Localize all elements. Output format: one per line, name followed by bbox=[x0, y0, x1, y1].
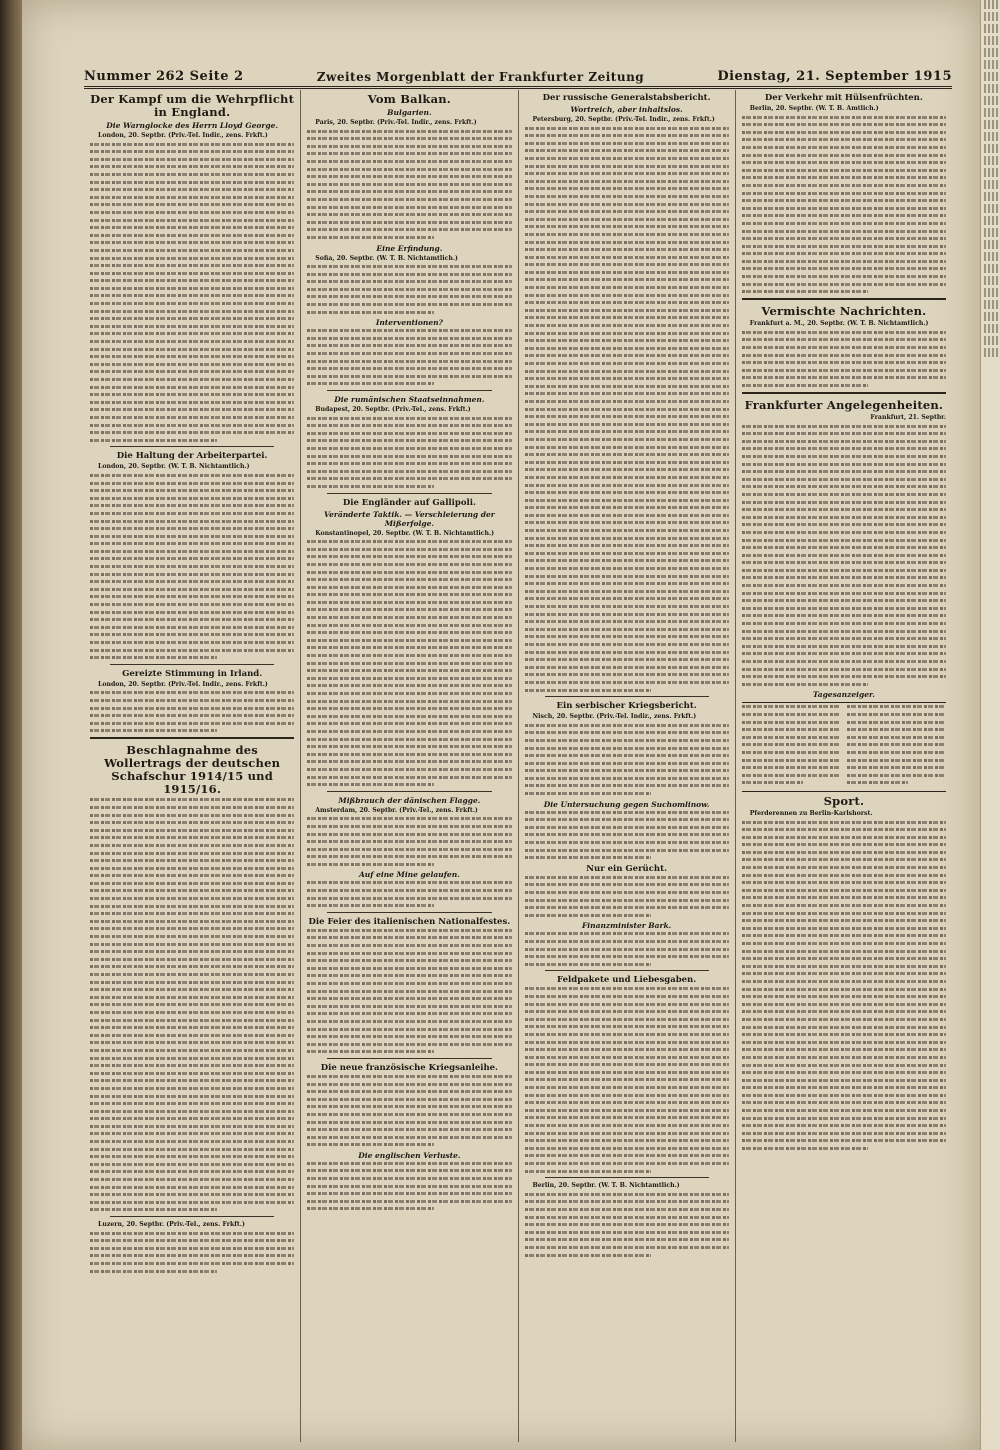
headline-interventionen: Interventionen? bbox=[375, 318, 443, 328]
headline-frankfurter-angelegenheiten: Frankfurter Angelegenheiten. bbox=[744, 398, 944, 412]
body-text-block bbox=[525, 724, 729, 795]
headline-feldpakete: Feldpakete und Liebesgaben. bbox=[557, 975, 697, 986]
body-text-block bbox=[307, 1075, 511, 1146]
body-text-block bbox=[307, 881, 511, 907]
dateline: Petersburg, 20. Septbr. (Priv.-Tel. Indir., zens. Frkft.) bbox=[532, 116, 715, 123]
headline-staatseinnahmen: Die rumänischen Staatseinnahmen. bbox=[334, 395, 485, 404]
article-body bbox=[90, 681, 294, 689]
divider bbox=[90, 737, 294, 739]
dateline: Frankfurt, 21. Septbr. bbox=[870, 414, 946, 421]
body-text-block bbox=[742, 116, 946, 294]
headline-generalstab: Der russische Generalstabsbericht. bbox=[542, 93, 711, 103]
article-body bbox=[307, 119, 511, 127]
body-text-block bbox=[90, 143, 294, 442]
column-4 bbox=[736, 90, 952, 1442]
divider bbox=[742, 392, 946, 394]
dateline: London, 20. Septbr. (Priv.-Tel. Indir., zens. Frkft.) bbox=[98, 680, 268, 688]
divider bbox=[742, 298, 946, 300]
body-text-block bbox=[307, 417, 511, 488]
page-number: Nummer 262 Seite 2 bbox=[84, 69, 244, 84]
body-text-block bbox=[525, 987, 729, 1172]
body-text-block bbox=[307, 1162, 511, 1211]
headline-mine: Auf eine Mine gelaufen. bbox=[358, 870, 460, 880]
headline-erfindung: Eine Erfindung. bbox=[376, 243, 443, 253]
dateline: Frankfurt a. M., 20. Septbr. (W. T. B. Nichtamtlich.) bbox=[749, 320, 929, 328]
body-text-block bbox=[742, 331, 946, 387]
tagesanzeiger-listing bbox=[742, 702, 946, 792]
divider bbox=[545, 696, 709, 697]
body-text-block bbox=[90, 798, 294, 1211]
body-text-block bbox=[90, 474, 294, 659]
dateline: Paris, 20. Septbr. (Priv.-Tel. Indir., zens. Frkft.) bbox=[315, 119, 477, 126]
article-body bbox=[90, 1221, 294, 1229]
divider bbox=[327, 912, 491, 913]
body-text-block bbox=[307, 817, 511, 866]
listing-left bbox=[742, 705, 841, 789]
headline-wehrpflicht: Der Kampf um die Wehrpflicht in England. bbox=[90, 92, 295, 119]
body-text-block bbox=[307, 329, 511, 385]
headline-tagesanzeiger: Tagesanzeiger. bbox=[812, 690, 875, 700]
subheadline-warnglocke: Die Warnglocke des Herrn Lloyd George. bbox=[106, 121, 279, 130]
body-text-block bbox=[525, 876, 729, 917]
divider bbox=[545, 1177, 709, 1178]
headline-vermischte: Vermischte Nachrichten. bbox=[761, 304, 927, 319]
body-text-block bbox=[525, 811, 729, 860]
subheadline-sport: Pferderennen zu Berlin-Karlshorst. bbox=[749, 809, 873, 817]
article-body bbox=[90, 463, 294, 471]
dateline: Budapest, 20. Septbr. (Priv.-Tel., zens. Frkft.) bbox=[315, 406, 471, 413]
body-text-block bbox=[307, 130, 511, 239]
article-body bbox=[307, 530, 511, 538]
headline-geruecht: Nur ein Gerücht. bbox=[586, 863, 667, 874]
body-text-block bbox=[307, 265, 511, 314]
divider bbox=[110, 446, 274, 447]
headline-irland: Gereizte Stimmung in Irland. bbox=[122, 668, 263, 679]
article-body bbox=[742, 810, 946, 818]
article-body bbox=[525, 713, 729, 721]
article-columns bbox=[84, 90, 952, 1442]
headline-sport: Sport. bbox=[823, 793, 865, 808]
body-text-block bbox=[742, 821, 946, 1151]
article-body bbox=[742, 105, 946, 113]
column-3 bbox=[519, 90, 736, 1442]
headline-feier: Die Feier des italienischen Nationalfestes. bbox=[308, 916, 511, 927]
article-body bbox=[307, 255, 511, 263]
body-text-block bbox=[90, 691, 294, 732]
article-body bbox=[307, 406, 511, 414]
headline-huelsenfruechte: Der Verkehr mit Hülsenfrüchten. bbox=[764, 93, 923, 103]
subheadline-gallipoli: Veränderte Taktik. — Verschleierung der Mißerfolge. bbox=[323, 509, 495, 528]
divider bbox=[110, 1216, 274, 1217]
dateline: Berlin, 20. Septbr. (W. T. B. Nichtamtlich.) bbox=[532, 1182, 680, 1190]
headline-verluste: Die englischen Verluste. bbox=[358, 1150, 461, 1160]
divider bbox=[327, 791, 491, 792]
body-text-block bbox=[525, 127, 729, 692]
divider bbox=[327, 493, 491, 494]
column-2 bbox=[301, 90, 518, 1442]
page-header bbox=[84, 62, 952, 89]
article-body bbox=[90, 132, 294, 140]
book-binding bbox=[0, 0, 22, 1450]
column-1 bbox=[84, 90, 301, 1442]
dateline: Berlin, 20. Septbr. (W. T. B. Amtlich.) bbox=[749, 105, 879, 112]
newspaper-title: Zweites Morgenblatt der Frankfurter Zeitung bbox=[316, 70, 645, 84]
body-text-block bbox=[742, 425, 946, 686]
subheadline-bulgarien: Bulgarien. bbox=[387, 108, 432, 117]
divider bbox=[327, 390, 491, 391]
headline-finanzminister: Finanzminister Bark. bbox=[581, 921, 672, 931]
listing-right bbox=[847, 705, 946, 789]
dateline: London, 20. Septbr. (W. T. B. Nichtamtlich.) bbox=[98, 463, 250, 471]
dateline: Konstantinopel, 20. Septbr. (W. T. B. Nichtamtlich.) bbox=[315, 529, 495, 537]
headline-serbisch: Ein serbischer Kriegsbericht. bbox=[556, 701, 697, 712]
dateline: Sofia, 20. Septbr. (W. T. B. Nichtamtlich.) bbox=[315, 254, 458, 262]
newspaper-page bbox=[22, 0, 980, 1450]
divider bbox=[327, 1058, 491, 1059]
body-text-block bbox=[307, 929, 511, 1054]
body-text-block bbox=[90, 1232, 294, 1273]
issue-date: Dienstag, 21. September 1915 bbox=[717, 69, 952, 84]
dateline: Nisch, 20. Septbr. (Priv.-Tel. Indir., zens. Frkft.) bbox=[532, 713, 697, 721]
article-body bbox=[742, 320, 946, 328]
dateline: London, 20. Septbr. (Priv.-Tel. Indir., zens. Frkft.) bbox=[98, 132, 268, 139]
headline-gallipoli: Die Engländer auf Gallipoli. bbox=[342, 497, 476, 508]
headline-arbeiterpartei: Die Haltung der Arbeiterpartei. bbox=[116, 451, 268, 462]
headline-flagge: Mißbrauch der dänischen Flagge. bbox=[338, 795, 481, 805]
headline-balkan: Vom Balkan. bbox=[367, 92, 451, 106]
body-text-block bbox=[525, 1193, 729, 1257]
body-text-block bbox=[307, 540, 511, 786]
article-body bbox=[525, 116, 729, 124]
headline-wolle: Beschlagnahme des Wollertrags der deutschen Schafschur 1914/15 und 1915/16. bbox=[104, 743, 281, 797]
body-text-block bbox=[525, 932, 729, 965]
divider bbox=[545, 970, 709, 971]
article-body bbox=[525, 1182, 729, 1190]
adjacent-page-edge bbox=[980, 0, 1000, 1450]
headline-kriegsanleihe: Die neue französische Kriegsanleihe. bbox=[320, 1062, 499, 1073]
dateline: Luzern, 20. Septbr. (Priv.-Tel., zens. Frkft.) bbox=[98, 1221, 245, 1228]
headline-suchomlinow: Die Untersuchung gegen Suchomlinow. bbox=[543, 799, 710, 809]
divider bbox=[110, 664, 274, 665]
article-body bbox=[307, 807, 511, 815]
article-body bbox=[742, 414, 946, 422]
subheadline-generalstab: Wortreich, aber inhaltslos. bbox=[570, 105, 683, 114]
dateline: Amsterdam, 20. Septbr. (Priv.-Tel., zens. Frkft.) bbox=[315, 806, 478, 814]
